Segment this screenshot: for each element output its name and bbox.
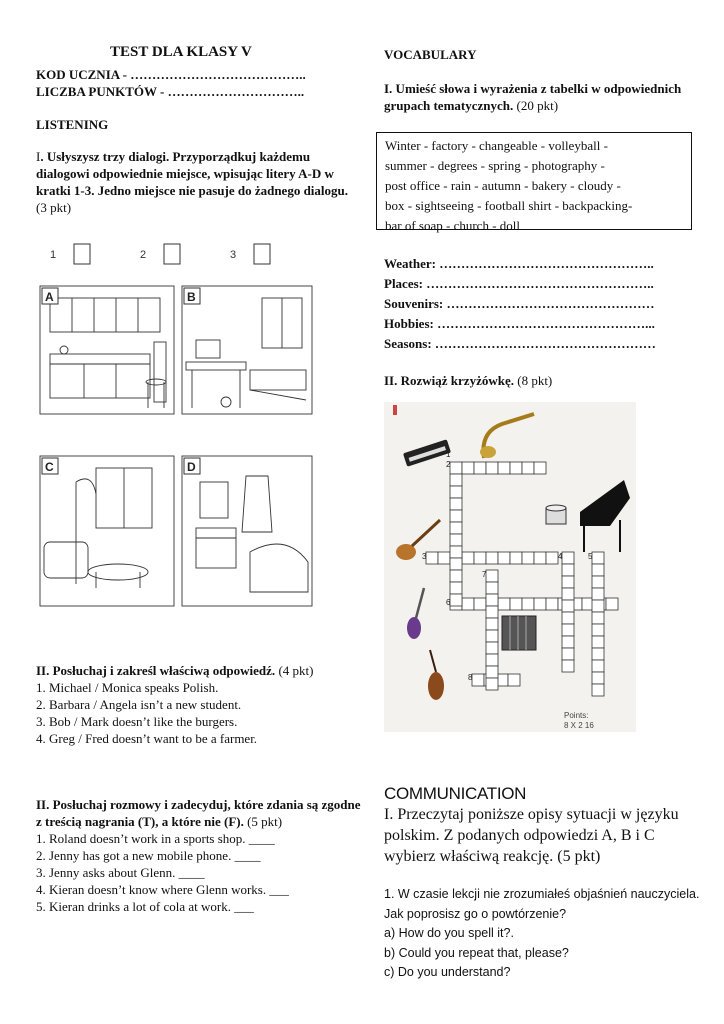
listening-task-3 bbox=[36, 796, 366, 915]
crossword-cell[interactable] bbox=[486, 606, 498, 618]
drum-icon bbox=[546, 505, 566, 524]
clue-number-4: 4 bbox=[558, 552, 563, 561]
crossword-cell[interactable] bbox=[474, 552, 486, 564]
crossword-cell[interactable] bbox=[510, 598, 522, 610]
crossword-cell[interactable] bbox=[562, 624, 574, 636]
listening-task-2 bbox=[36, 662, 356, 747]
crossword-cell[interactable] bbox=[486, 618, 498, 630]
word-bank-line: bar of soap - church - doll bbox=[385, 218, 521, 233]
crossword-cell[interactable] bbox=[450, 498, 462, 510]
crossword-cell[interactable] bbox=[562, 552, 574, 564]
crossword-cell[interactable] bbox=[592, 660, 604, 672]
crossword-cell[interactable] bbox=[450, 534, 462, 546]
question-item[interactable]: 3. Bob / Mark doesn’t like the burgers. bbox=[36, 714, 238, 729]
crossword-cell[interactable] bbox=[522, 552, 534, 564]
crossword-cell[interactable] bbox=[592, 564, 604, 576]
true-false-item[interactable]: 3. Jenny asks about Glenn. ____ bbox=[36, 865, 205, 880]
answer-option-a[interactable]: a) How do you spell it?. bbox=[384, 926, 514, 940]
test-title: TEST DLA KLASY V bbox=[110, 44, 252, 60]
room-c-living-room bbox=[40, 456, 174, 606]
crossword-cell[interactable] bbox=[450, 582, 462, 594]
rooms-drawing bbox=[36, 232, 316, 612]
crossword-cell[interactable] bbox=[534, 552, 546, 564]
answer-option-b[interactable]: b) Could you repeat that, please? bbox=[384, 945, 569, 960]
accordion-icon bbox=[502, 616, 536, 650]
crossword-cell[interactable] bbox=[592, 648, 604, 660]
communication-question-1 bbox=[384, 885, 704, 983]
clue-number-8: 8 bbox=[468, 673, 473, 682]
crossword-cell[interactable] bbox=[592, 684, 604, 696]
crossword-cell[interactable] bbox=[534, 462, 546, 474]
points-label: Points: bbox=[564, 711, 589, 720]
task-heading: II. Rozwiąż krzyżówkę. bbox=[384, 373, 514, 388]
crossword-cell[interactable] bbox=[562, 612, 574, 624]
points-value: 8 X 2 16 bbox=[564, 721, 594, 730]
crossword-cell[interactable] bbox=[592, 600, 604, 612]
task-points: (20 pkt) bbox=[513, 98, 559, 113]
crossword-cell[interactable] bbox=[426, 552, 438, 564]
crossword-cell[interactable] bbox=[510, 552, 522, 564]
room-b-bedroom bbox=[182, 286, 312, 414]
crossword-cell[interactable] bbox=[472, 674, 484, 686]
crossword-cell[interactable] bbox=[462, 552, 474, 564]
crossword-drawing bbox=[384, 402, 636, 732]
vocabulary-task bbox=[384, 80, 694, 114]
crossword-cell[interactable] bbox=[562, 588, 574, 600]
crossword-cell[interactable] bbox=[522, 462, 534, 474]
rooms-illustration bbox=[36, 232, 316, 612]
category-hobbies[interactable]: Hobbies: …………………………………………... bbox=[384, 316, 655, 331]
crossword-cell[interactable] bbox=[486, 594, 498, 606]
student-code-line: KOD UCZNIA - ………………………………….. bbox=[36, 67, 306, 82]
crossword-cell[interactable] bbox=[486, 678, 498, 690]
crossword-cell[interactable] bbox=[450, 486, 462, 498]
crossword-cell[interactable] bbox=[592, 552, 604, 564]
task-points: (5 pkt) bbox=[243, 814, 283, 829]
clue-number-7: 7 bbox=[482, 570, 487, 579]
true-false-item[interactable]: 5. Kieran drinks a lot of cola at work. ___ bbox=[36, 899, 254, 914]
question-item[interactable]: 2. Barbara / Angela isn’t a new student. bbox=[36, 697, 242, 712]
answer-number-3: 3 bbox=[230, 249, 237, 261]
crossword-cell[interactable] bbox=[592, 624, 604, 636]
clue-number-3: 3 bbox=[422, 552, 427, 561]
clue-number-1: 1 bbox=[446, 450, 451, 459]
crossword-cell[interactable] bbox=[462, 598, 474, 610]
answer-box-2[interactable] bbox=[164, 244, 180, 264]
answer-box-3[interactable] bbox=[254, 244, 270, 264]
vocabulary-categories bbox=[384, 254, 656, 354]
word-bank-box bbox=[376, 132, 692, 233]
room-label-b: B bbox=[187, 290, 196, 304]
crossword-cell[interactable] bbox=[486, 582, 498, 594]
task-heading: II. Posłuchaj rozmowy i zadecyduj, które zdania są zgodne z treścią nagrania (T), a które nie (F). bbox=[36, 797, 361, 829]
true-false-item[interactable]: 1. Roland doesn’t work in a sports shop. ____ bbox=[36, 831, 275, 846]
task-points: (3 pkt) bbox=[36, 200, 72, 215]
answer-option-c[interactable]: c) Do you understand? bbox=[384, 965, 511, 979]
answer-box-1[interactable] bbox=[74, 244, 90, 264]
category-weather[interactable]: Weather: ………………………………………….. bbox=[384, 256, 654, 271]
word-bank-line: post office - rain - autumn - bakery - cloudy - bbox=[385, 178, 621, 193]
crossword-cell[interactable] bbox=[450, 558, 462, 570]
crossword-cell[interactable] bbox=[508, 674, 520, 686]
listening-task-1 bbox=[36, 148, 354, 216]
question-item[interactable]: 4. Greg / Fred doesn’t want to be a farmer. bbox=[36, 731, 258, 746]
crossword-cell[interactable] bbox=[486, 552, 498, 564]
task-points: (8 pkt) bbox=[513, 373, 553, 388]
listening-heading: LISTENING bbox=[36, 117, 109, 132]
task-points: (4 pkt) bbox=[275, 663, 314, 678]
crossword-cell[interactable] bbox=[562, 636, 574, 648]
category-souvenirs[interactable]: Souvenirs: ………………………………………… bbox=[384, 296, 655, 311]
crossword-cell[interactable] bbox=[534, 598, 546, 610]
true-false-item[interactable]: 2. Jenny has got a new mobile phone. ____ bbox=[36, 848, 261, 863]
crossword-cell[interactable] bbox=[486, 666, 498, 678]
room-label-c: C bbox=[45, 460, 54, 474]
corner-mark bbox=[393, 405, 397, 415]
word-bank-line: summer - degrees - spring - photography - bbox=[385, 158, 605, 173]
crossword-cell[interactable] bbox=[592, 636, 604, 648]
question-item[interactable]: 1. Michael / Monica speaks Polish. bbox=[36, 680, 219, 695]
room-d-bathroom bbox=[182, 456, 312, 606]
crossword-cell[interactable] bbox=[498, 598, 510, 610]
crossword-cell[interactable] bbox=[486, 462, 498, 474]
crossword-cell[interactable] bbox=[592, 588, 604, 600]
crossword-cell[interactable] bbox=[486, 654, 498, 666]
clue-number-2: 2 bbox=[446, 460, 451, 469]
crossword-cell[interactable] bbox=[450, 546, 462, 558]
room-label-a: A bbox=[45, 290, 54, 304]
crossword-cell[interactable] bbox=[562, 648, 574, 660]
task-instruction: . Usłyszysz trzy dialogi. Przyporządkuj każdemu dialogowi odpowiednie miejsce, wpisując litery A-D w kratki 1-3. Jedno miejsce nie pasuje do żadnego dialogu. bbox=[36, 149, 349, 198]
points-total-line: LICZBA PUNKTÓW - ………………………….. bbox=[36, 84, 305, 99]
crossword-cell[interactable] bbox=[450, 462, 462, 474]
crossword-cell[interactable] bbox=[592, 576, 604, 588]
answer-number-1: 1 bbox=[50, 249, 57, 261]
crossword-cell[interactable] bbox=[562, 600, 574, 612]
crossword-cell[interactable] bbox=[510, 462, 522, 474]
crossword-cell[interactable] bbox=[522, 598, 534, 610]
crossword-cell[interactable] bbox=[450, 570, 462, 582]
crossword-cell[interactable] bbox=[486, 570, 498, 582]
crossword-cell[interactable] bbox=[546, 552, 558, 564]
communication-heading: COMMUNICATION bbox=[384, 784, 527, 803]
clue-number-6: 6 bbox=[446, 598, 451, 607]
crossword-cell[interactable] bbox=[562, 576, 574, 588]
category-seasons[interactable]: Seasons: …………………………………………… bbox=[384, 336, 656, 351]
communication-task: I. Przeczytaj poniższe opisy sytuacji w języku polskim. Z podanych odpowiedzi A, B i C wybierz właściwą reakcję. (5 pkt) bbox=[384, 806, 679, 865]
word-bank-line: box - sightseeing - football shirt - backpacking- bbox=[385, 198, 633, 213]
crossword-cell[interactable] bbox=[450, 474, 462, 486]
crossword-cell[interactable] bbox=[498, 462, 510, 474]
question-text: 1. W czasie lekcji nie zrozumiałeś objaśnień nauczyciela. Jak poprosisz go o powtórzenie? bbox=[384, 887, 700, 921]
crossword-puzzle bbox=[384, 402, 636, 732]
crossword-cell[interactable] bbox=[606, 598, 618, 610]
crossword-cell[interactable] bbox=[592, 672, 604, 684]
crossword-cell[interactable] bbox=[462, 462, 474, 474]
vocabulary-heading: VOCABULARY bbox=[384, 47, 477, 62]
word-bank-line: Winter - factory - changeable - volleyball - bbox=[385, 138, 608, 153]
crossword-cell[interactable] bbox=[562, 564, 574, 576]
crossword-cell[interactable] bbox=[474, 462, 486, 474]
crossword-cell[interactable] bbox=[450, 594, 462, 606]
room-a-kitchen bbox=[40, 286, 174, 414]
crossword-task bbox=[384, 372, 552, 389]
clue-number-5: 5 bbox=[588, 552, 593, 561]
room-label-d: D bbox=[187, 460, 196, 474]
crossword-cell[interactable] bbox=[546, 598, 558, 610]
crossword-cell[interactable] bbox=[498, 552, 510, 564]
crossword-cell[interactable] bbox=[562, 660, 574, 672]
crossword-cell[interactable] bbox=[438, 552, 450, 564]
true-false-item[interactable]: 4. Kieran doesn’t know where Glenn works. ___ bbox=[36, 882, 289, 897]
task-heading: II. Posłuchaj i zakreśl właściwą odpowiedź. bbox=[36, 663, 276, 678]
crossword-cell[interactable] bbox=[450, 510, 462, 522]
crossword-cell[interactable] bbox=[486, 642, 498, 654]
crossword-cell[interactable] bbox=[450, 522, 462, 534]
task-number: I bbox=[36, 149, 41, 164]
category-places[interactable]: Places: …………………………………………….. bbox=[384, 276, 654, 291]
answer-number-2: 2 bbox=[140, 249, 147, 261]
crossword-cell[interactable] bbox=[486, 630, 498, 642]
crossword-cell[interactable] bbox=[474, 598, 486, 610]
task-heading: I. Umieść słowa i wyrażenia z tabelki w odpowiednich grupach tematycznych. bbox=[384, 81, 682, 113]
crossword-cell[interactable] bbox=[592, 612, 604, 624]
